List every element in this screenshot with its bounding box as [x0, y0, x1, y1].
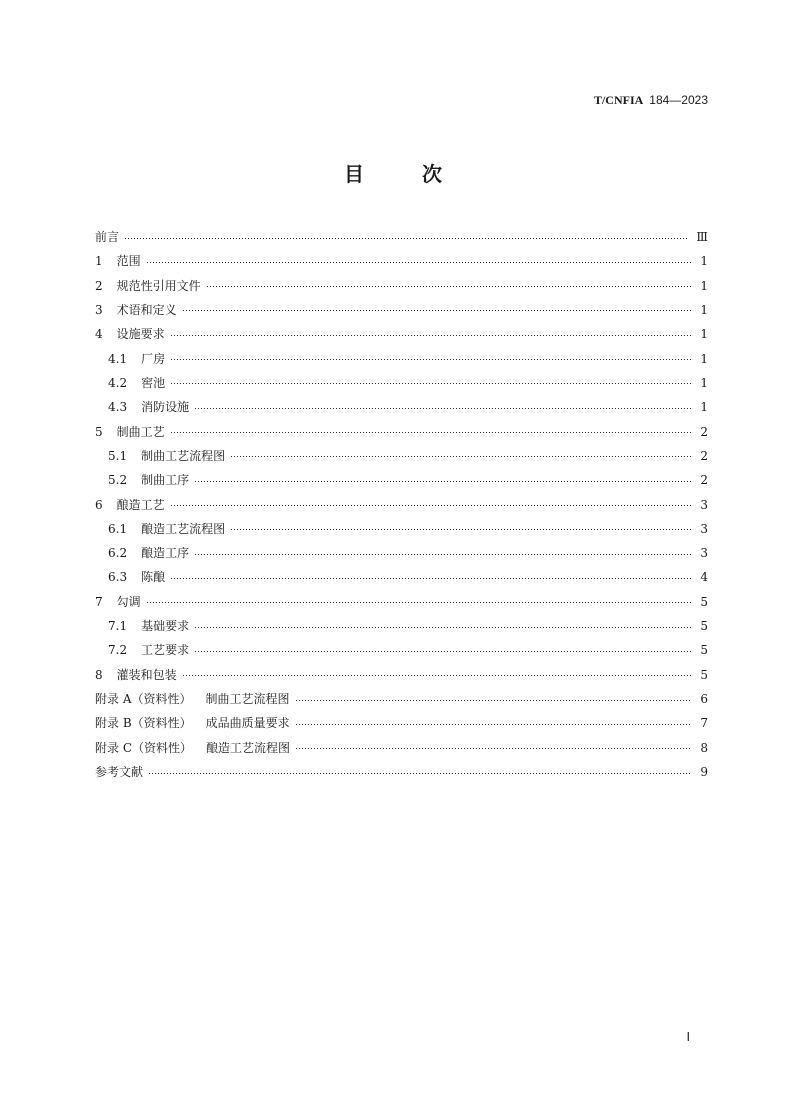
toc-entry-title: 酿造工艺 [116, 497, 165, 512]
toc-entry-title: 酿造工艺流程图 [141, 521, 226, 536]
toc-entry-page: 3 [700, 521, 708, 536]
toc-entry-number: 附录 B（资料性） [95, 716, 192, 731]
page-title: 目 次 [344, 162, 448, 186]
toc-entry-page: 2 [700, 448, 708, 463]
toc-dot-leader [147, 602, 692, 604]
toc-entry-number: 附录 C（资料性） [95, 740, 192, 755]
toc-entry-page: 6 [700, 692, 708, 707]
toc-entry-title: 基础要求 [141, 619, 190, 634]
toc-entry-title: 参考文献 [95, 765, 144, 780]
toc-entry-page: 1 [700, 327, 708, 342]
toc-entry-page: 3 [700, 497, 708, 512]
toc-entry-title: 酿造工序 [141, 546, 190, 561]
footer-page-number: Ⅰ [686, 1030, 690, 1044]
toc-entry-number: 8 [95, 667, 103, 682]
toc-dot-leader [171, 383, 692, 385]
toc-entry-title: 工艺要求 [141, 643, 190, 658]
toc-entry-number: 7.2 [108, 643, 128, 658]
toc-entry-number: 7 [95, 594, 103, 609]
toc-entry-page: 1 [700, 278, 708, 293]
toc-entry-title: 术语和定义 [116, 302, 177, 317]
toc-entry-page: 1 [700, 375, 708, 390]
toc-entry-page: 1 [700, 400, 708, 415]
toc-dot-leader [183, 310, 692, 312]
toc-entry-number: 7.1 [108, 619, 128, 634]
toc-entry-number: 5.1 [108, 448, 128, 463]
toc-dot-leader [296, 723, 692, 725]
toc-entry-title: 前言 [95, 230, 120, 244]
toc-entry[interactable] [95, 736, 708, 760]
toc-dot-leader [171, 334, 692, 336]
toc-dot-leader [296, 748, 692, 750]
toc-entry[interactable] [95, 711, 708, 735]
toc-dot-leader [195, 650, 692, 652]
toc-entry[interactable] [95, 541, 708, 565]
toc-entry-title: 陈酿 [141, 570, 166, 585]
toc-entry-number: 附录 A（资料性） [95, 692, 192, 707]
toc-entry[interactable] [95, 395, 708, 419]
toc-entry[interactable] [95, 687, 708, 711]
toc-entry[interactable] [95, 274, 708, 298]
toc-entry[interactable] [95, 663, 708, 687]
toc-entry[interactable] [95, 565, 708, 589]
standard-code-number: 184—2023 [649, 93, 708, 107]
toc-entry[interactable] [95, 590, 708, 614]
toc-entry-page: 8 [700, 740, 708, 755]
toc-entry-title: 成品曲质量要求 [205, 716, 290, 731]
toc-dot-leader [195, 480, 692, 482]
toc-dot-leader [183, 675, 692, 677]
toc-entry[interactable] [95, 493, 708, 517]
toc-entry-page: 5 [700, 667, 708, 682]
toc-entry[interactable] [95, 322, 708, 346]
toc-entry-title: 制曲工艺流程图 [205, 692, 290, 707]
toc-entry-title: 规范性引用文件 [116, 278, 201, 293]
toc-entry[interactable] [95, 517, 708, 541]
toc-entry-title: 窖池 [141, 375, 166, 390]
toc-entry-number: 5 [95, 424, 103, 439]
toc-entry-title: 勾调 [116, 594, 141, 609]
toc-entry-title: 制曲工序 [141, 473, 190, 488]
toc-entry[interactable] [95, 249, 708, 273]
toc-entry-page: 7 [700, 716, 708, 731]
toc-entry-page: 3 [700, 546, 708, 561]
toc-entry[interactable] [95, 420, 708, 444]
toc-dot-leader [125, 237, 688, 239]
toc-entry-page: 2 [700, 424, 708, 439]
toc-dot-leader [171, 432, 692, 434]
toc-entry-title: 厂房 [141, 351, 166, 366]
toc-entry[interactable] [95, 298, 708, 322]
toc-entry-number: 4.3 [108, 400, 128, 415]
toc-entry-title: 制曲工艺 [116, 424, 165, 439]
toc-entry-page: 2 [700, 473, 708, 488]
toc-dot-leader [171, 577, 692, 579]
toc-dot-leader [147, 261, 692, 263]
toc-dot-leader [195, 626, 692, 628]
toc-dot-leader [149, 772, 692, 774]
toc-entry-number: 4.1 [108, 351, 128, 366]
toc-entry-number: 3 [95, 302, 103, 317]
toc-entry-number: 6.1 [108, 521, 128, 536]
toc-entry[interactable] [95, 614, 708, 638]
toc-entry-title: 消防设施 [141, 400, 190, 415]
toc-entry-page: 5 [700, 619, 708, 634]
toc-entry-page: 1 [700, 302, 708, 317]
toc-entry[interactable] [95, 225, 708, 249]
standard-code-prefix: T/CNFIA [593, 93, 644, 107]
toc-entry-number: 1 [95, 254, 103, 269]
toc-entry[interactable] [95, 638, 708, 662]
toc-dot-leader [231, 529, 692, 531]
toc-entry-page: 5 [700, 594, 708, 609]
toc-entry-page: 4 [700, 570, 708, 585]
toc-entry-page: 5 [700, 643, 708, 658]
toc-dot-leader [171, 505, 692, 507]
toc-entry-title: 酿造工艺流程图 [206, 740, 291, 755]
table-of-contents [95, 0, 708, 800]
toc-entry-title: 设施要求 [116, 327, 165, 342]
toc-entry[interactable] [95, 468, 708, 492]
toc-entry-number: 5.2 [108, 473, 128, 488]
toc-entry-page: 9 [700, 765, 708, 780]
toc-entry-number: 6.2 [108, 546, 128, 561]
toc-entry-number: 4 [95, 327, 103, 342]
toc-entry-title: 范围 [116, 254, 141, 269]
toc-entry[interactable] [95, 760, 708, 784]
toc-entry-number: 2 [95, 278, 103, 293]
toc-entry-number: 4.2 [108, 375, 128, 390]
toc-dot-leader [296, 699, 693, 701]
toc-entry-page: 1 [700, 254, 708, 269]
toc-dot-leader [231, 456, 692, 458]
toc-entry-number: 6.3 [108, 570, 128, 585]
toc-entry-title: 灌装和包装 [116, 667, 177, 682]
toc-entry[interactable] [95, 371, 708, 395]
toc-dot-leader [171, 359, 692, 361]
toc-entry-page: Ⅲ [696, 230, 708, 244]
toc-entry[interactable] [95, 347, 708, 371]
toc-dot-leader [195, 553, 692, 555]
toc-entry[interactable] [95, 444, 708, 468]
toc-entry-page: 1 [700, 351, 708, 366]
toc-entry-title: 制曲工艺流程图 [141, 448, 226, 463]
toc-dot-leader [195, 407, 692, 409]
toc-dot-leader [207, 286, 692, 288]
toc-entry-number: 6 [95, 497, 103, 512]
